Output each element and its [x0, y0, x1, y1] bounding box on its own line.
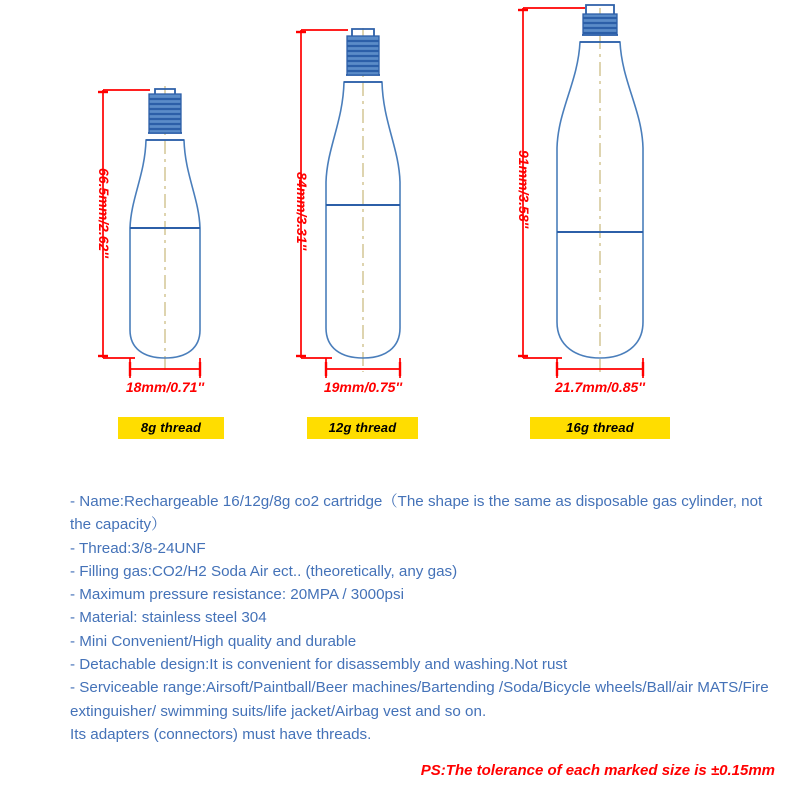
tolerance-note: PS:The tolerance of each marked size is ±0.15mm	[420, 762, 775, 779]
spec-line: - Filling gas:CO2/H2 Soda Air ect.. (theoretically, any gas)	[70, 562, 458, 580]
height-dimension-text-12g: 84mm/3.31''	[294, 172, 310, 251]
width-dimension-text-8g: 18mm/0.71''	[125, 379, 205, 395]
cartridge-drawing-12g	[294, 28, 403, 395]
specification-list	[70, 490, 782, 746]
cartridge-drawing-8g	[96, 86, 205, 395]
thread-grooves-12g	[347, 41, 379, 71]
height-dimension-text-16g: 91mm/3.58''	[516, 150, 532, 229]
height-dimension-text-8g: 66.5mm/2.62''	[96, 168, 112, 258]
thread-label-12g: 12g thread	[307, 417, 418, 439]
thread-label-8g: 8g thread	[118, 417, 224, 439]
spec-line: - Name:Rechargeable 16/12g/8g co2 cartridge（The shape is the same as disposable gas cylinder, not the capacity）	[70, 493, 763, 534]
spec-line: Its adapters (connectors) must have threads.	[70, 725, 372, 743]
spec-line: - Thread:3/8-24UNF	[70, 539, 206, 557]
width-dimension-text-16g: 21.7mm/0.85''	[555, 379, 645, 395]
spec-line: - Material: stainless steel 304	[70, 609, 267, 627]
width-dimension-text-12g: 19mm/0.75''	[323, 379, 403, 395]
thread-label-16g: 16g thread	[530, 417, 670, 439]
spec-line: - Maximum pressure resistance: 20MPA / 3000psi	[70, 586, 404, 604]
spec-line: - Detachable design:It is convenient for disassembly and washing.Not rust	[70, 656, 568, 674]
spec-line: - Serviceable range:Airsoft/Paintball/Beer machines/Bartending /Soda/Bicycle wheels/Ball/air MATS/Fire extinguisher/ swimming suits/life jacket/Airbag vest and so on.	[70, 679, 769, 720]
cartridge-drawing-16g	[516, 5, 646, 395]
spec-line: - Mini Convenient/High quality and durable	[70, 632, 357, 650]
thread-grooves-8g	[149, 99, 181, 129]
